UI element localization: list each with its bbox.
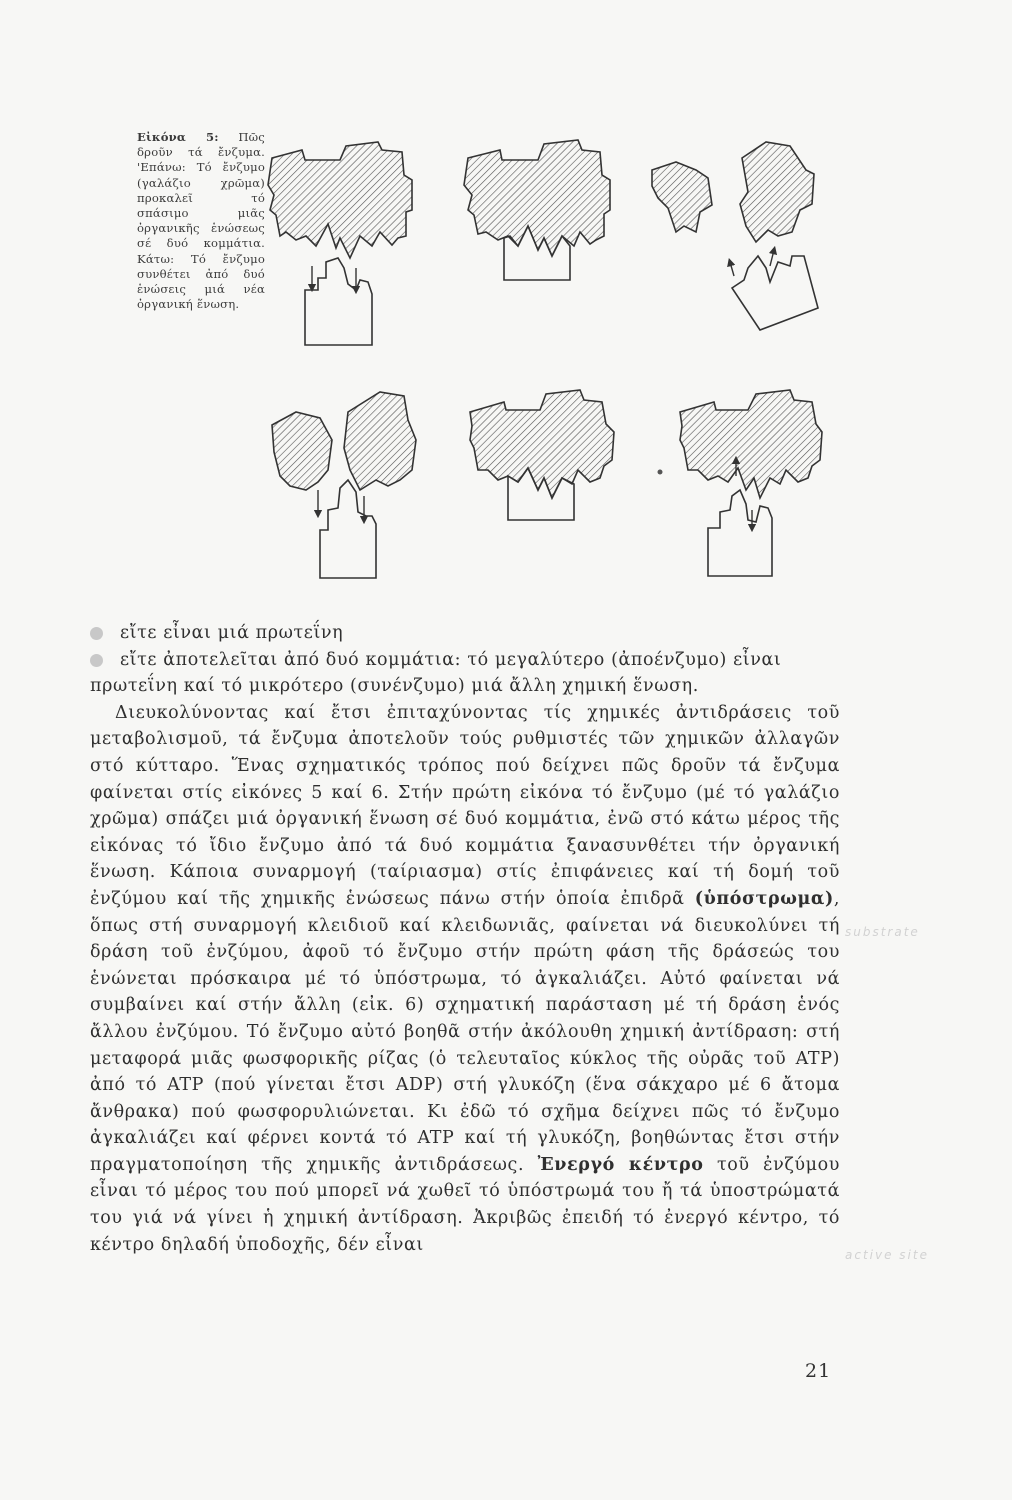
enzyme-right-piece: [344, 392, 416, 490]
bullet-continuation: πρωτεΐνη καί τό μικρότερο (συνένζυμο) μιά ἄλλη χημική ἕνωση.: [90, 676, 699, 697]
bullet-dot: [90, 627, 103, 640]
substrate-shape: [305, 258, 372, 345]
enzyme-figure: [0, 0, 1012, 600]
body-text: [90, 620, 840, 1258]
paragraph-part-3: τοῦ ἐνζύμου εἶναι τό μέρος του πού μπορεῖ νά χωθεῖ τό ὑπόστρωμά του ἤ τά ὑποστρώματά του γιά νά γίνει ἡ χημική ἀντίδραση. Ἀκριβῶς ἐπειδή τό ἐνεργό κέντρο, τό κέντρο δηλαδή ὑποδοχῆς, δέν εἶναι: [90, 1154, 840, 1255]
enzyme-left-piece: [272, 412, 332, 490]
enzyme-right-fragment: [740, 142, 814, 242]
bullet-item: [90, 647, 840, 674]
bullet-text: εἴτε ἀποτελεῖται ἀπό δυό κομμάτια: τό μεγαλύτερο (ἀποένζυμο) εἶναι: [120, 649, 782, 670]
paragraph-part-1: Διευκολύνοντας καί ἔτσι ἐπιταχύνοντας τίς χημικές ἀντιδράσεις τοῦ μεταβολισμοῦ, τά ἔνζυμα ἀποτελοῦν τούς ρυθμιστές τῶν χημικῶν ἀλλαγῶν στό κύτταρο. Ἕνας σχηματικός τρόπος πού δείχνει πῶς δροῦν τά ἔνζυμα φαίνεται στίς εἰκόνες 5 καί 6. Στήν πρώτη εἰκόνα τό ἔνζυμο (μέ τό γαλάζιο χρῶμα) σπάζει μιά ὀργανική ἕνωση σέ δυό κομμάτια, ἐνῶ στό κάτω μέρος τῆς εἰκόνας τό ἴδιο ἔνζυμο ἀπό τά δυό κομμάτια ξανασυνθέτει τήν ὀργανική ἕνωση. Κάποια συναρμογή (ταίριασμα) στίς ἐπιφάνειες καί τή δομή τοῦ ἐνζύμου καί τῆς χημικῆς ἑνώσεως πάνω στήν ὁποία ἐπιδρᾶ: [90, 702, 840, 909]
enzyme-substrate-complex: [464, 140, 610, 256]
bullet-dot: [90, 654, 103, 667]
caption-label: Εἰκόνα 5:: [137, 130, 219, 144]
page-number: 21: [805, 1360, 832, 1382]
enzyme-released: [680, 390, 822, 498]
panel-6: [658, 390, 823, 576]
term-active-site: Ἐνεργό κέντρο: [537, 1154, 704, 1175]
main-paragraph: [90, 700, 840, 1258]
paragraph-part-2: , ὅπως στή συναρμογή κλειδιοῦ καί κλειδωνιᾶς, φαίνεται νά διευκολύνει τή δράση τοῦ ἐνζύμου, ἀφοῦ τό ἔνζυμο στήν πρώτη φάση τῆς δράσεώς του ἑνώνεται πρόσκαιρα μέ τό ὑπόστρωμα, τό ἀγκαλιάζει. Αὐτό φαίνεται νά συμβαίνει καί στήν ἄλλη (εἰκ. 6) σχηματική παράσταση μέ τή δράση ἑνός ἄλλου ἐνζύμου. Τό ἔνζυμο αὐτό βοηθᾶ στήν ἀκόλουθη χημική ἀντίδραση: στή μεταφορά μιᾶς φωσφορικῆς ρίζας (ὁ τελευταῖος κύκλος τῆς οὐρᾶς τοῦ ATP) ἀπό τό ATP (πού γίνεται ἔτσι ADP) στή γλυκόζη (ἕνα σάκχαρο μέ 6 ἄτομα ἄνθρακα) πού φωσφορυλιώνεται. Κι ἐδῶ τό σχῆμα δείχνει πῶς τό ἔνζυμο ἀγκαλιάζει καί φέρνει κοντά τό ATP καί τή γλυκόζη, βοηθώντας ἔτσι στήν πραγματοποίηση τῆς χημικῆς ἀντιδράσεως.: [90, 888, 840, 1175]
substrate-pieces: [320, 480, 376, 578]
panel-4: [272, 392, 416, 578]
enzyme-shape: [268, 142, 412, 258]
new-compound: [708, 490, 772, 576]
margin-note-substrate: substrate: [845, 925, 920, 939]
margin-note-active-site: active site: [845, 1248, 929, 1262]
term-substrate: (ὑπόστρωμα): [694, 888, 834, 909]
panel-3: [652, 142, 818, 330]
released-fragment: [732, 256, 818, 330]
panel-2: [464, 140, 610, 280]
caption-text: Πῶς δροῦν τά ἔνζυμα. 'Επάνω: Τό ἔνζυμο (γαλάζιο χρῶμα) προκαλεῖ τό σπάσιμο μιᾶς ὀργανικῆς ἑνώσεως σέ δυό κομμάτια. Κάτω: Τό ἔνζυμο συνθέτει ἀπό δυό ἑνώσεις μιά νέα ὀργανική ἕνωση.: [137, 130, 265, 312]
panel-1: [268, 142, 412, 345]
panel-5: [470, 390, 614, 520]
enzyme-left-fragment: [652, 162, 712, 232]
bullet-text: εἴτε εἶναι μιά πρωτεΐνη: [120, 623, 344, 643]
bullet-item: [90, 620, 840, 647]
